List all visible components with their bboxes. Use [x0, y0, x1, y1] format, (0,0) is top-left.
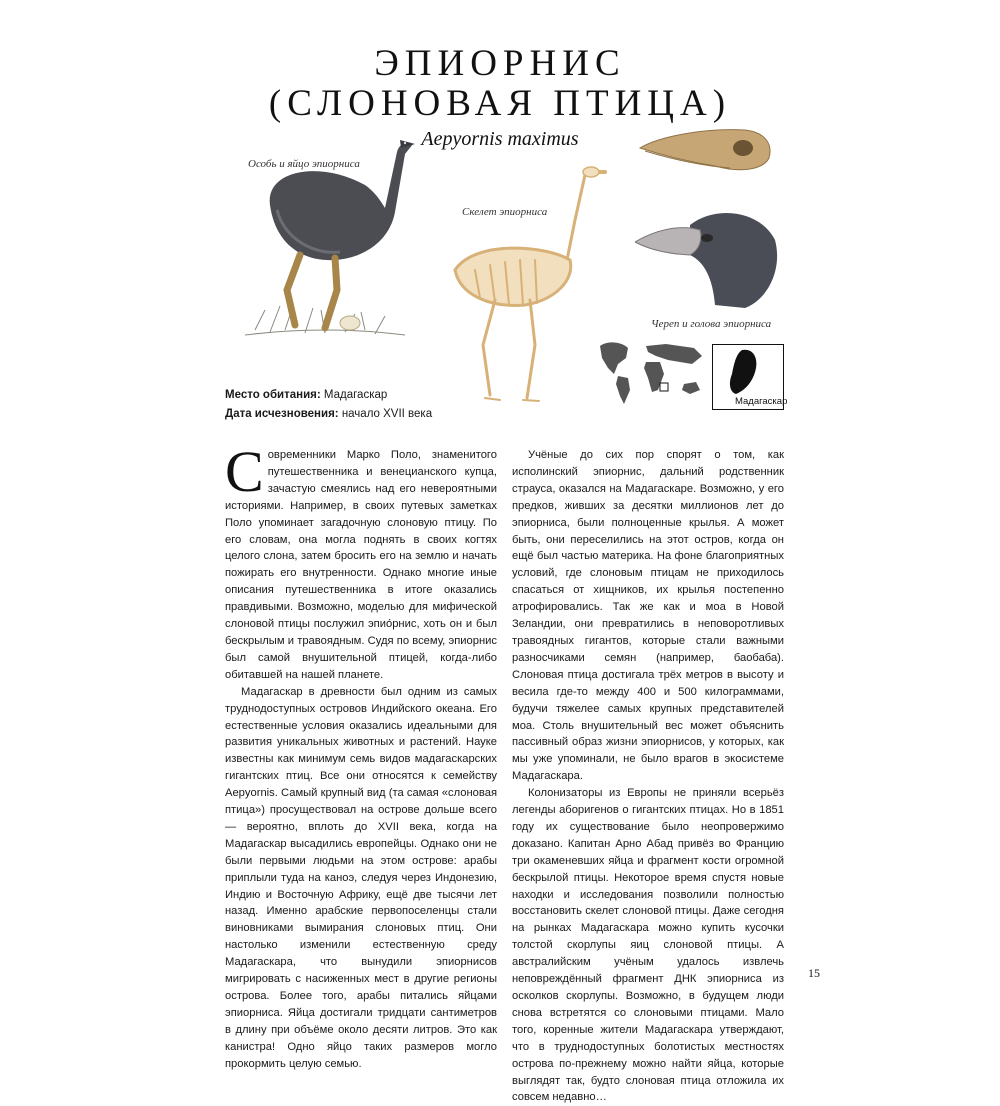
paragraph: Мадагаскар в древности был одним из самых труднодоступных островов Индийского океана. Его естественные условия оказались идеальными для развития уникальных животных и растений. Науке известны как минимум семь видов мадагаскарских гигантских птиц. Все они относятся к семейству Aepyornis. Самый крупный вид (та самая «слоновая птица») просуществовал на острове дольше всего — вероятно, вплоть до XVII века, когда на Мадагаскар высадились европейцы. Однако они не были первыми людьми на этом острове: арабы приплыли туда на каноэ, следуя через Индонезию, Индию и Восточную Африку, ещё две тысячи лет назад. Именно арабские первопоселенцы стали виновниками вымирания слоновых птиц. Они настолько изменили естественную среду Мадагаскара, что вынудили эпиорнисов мигрировать с насиженных мест в другие регионы острова. Более того, арабы питались яйцами эпиорниса. Яйца достигали тридцати сантиметров в длину при объёме около десяти литров. Это как канистра! Одно яйцо таких размеров могло прокормить целую семью. — [225, 685, 497, 1070]
habitat-line — [225, 386, 432, 405]
bird-illustration — [225, 130, 425, 345]
paragraph: Учёные до сих пор спорят о том, как исполинский эпиорнис, дальний родственник страуса, оказался на Мадагаскаре. Возможно, у его предков, живших за десятки миллионов лет до эпиорниса, были полноценные крылья. А может быть, они переселились на этот остров, когда он ещё был частью материка. На фоне благоприятных условий, где слоновым птицам не приходилось спасаться от хищников, их крылья постепенно атрофировались. Так же как и моа в Новой Зеландии, они превратились в неповоротливых травоядных гигантов, которые стали важными разносчиками семян (например, баобаба). Слоновая птица достигала трёх метров в высоту и весила где-то между 400 и 500 килограммами, будучи тяжелее самых крупных представителей моа. Столь внушительный вес может объяснить пассивный образ жизни эпиорнисов, у которых, как мы уже упоминали, не было врагов в экосистеме Мадагаскара. — [512, 449, 784, 783]
page-title-line1: ЭПИОРНИС — [374, 43, 626, 84]
leg-bones-left — [483, 300, 495, 395]
egg — [340, 316, 360, 330]
australia-shape — [682, 382, 700, 394]
caption-skeleton: Скелет эпиорниса — [462, 206, 548, 218]
habitat-value: Мадагаскар — [323, 389, 388, 401]
africa-shape — [644, 362, 664, 392]
habitat-label: Место обитания: — [225, 389, 321, 401]
meta-info — [225, 386, 432, 424]
neck-vertebrae — [567, 175, 585, 260]
latin-name: Aepyornis maximus — [421, 128, 579, 150]
page-number: 15 — [808, 966, 820, 980]
madagascar-highlight-box — [660, 383, 668, 391]
extinct-line — [225, 405, 432, 424]
extinct-value: начало XVII века — [341, 408, 433, 420]
ribcage — [455, 248, 571, 305]
paragraph: Современники Марко Поло, знаменитого путешественника и венецианского купца, зачастую смеялись над его невероятными историями. Например, в своих путевых заметках Поло упоминает загадочную слоновую птицу. По его словам, она могла поднять в своих когтях целого слона, затем бросить его на землю и начать пожирать его внутренности. Однако многие иные описания путешественника в итоге оказались правдивыми. Возможно, моделью для мифической слоновой птицы послужил эпио́рнис, хоть он и был бескрылым и травоядным. Судя по всему, эпиорнис был самой внушительной птицей, когда-либо обитавшей на нашей планете. — [225, 439, 497, 681]
south-america-shape — [616, 376, 630, 404]
eurasia-shape — [646, 344, 702, 364]
page-title-line2: (СЛОНОВАЯ ПТИЦА) — [268, 83, 732, 124]
text-column-left — [225, 439, 497, 1073]
title-block — [0, 44, 1000, 151]
leg-bones-right — [527, 300, 535, 398]
bird-legs — [287, 255, 337, 328]
world-map — [596, 338, 708, 408]
skull-illustration — [635, 118, 775, 178]
drop-cap: С — [225, 439, 264, 504]
text-column-right — [512, 447, 784, 1106]
bird-body — [270, 140, 415, 260]
caption-bird: Особь и яйцо эпиорниса — [248, 158, 360, 170]
north-america-shape — [600, 342, 628, 374]
extinct-label: Дата исчезновения: — [225, 408, 339, 420]
head-illustration — [635, 200, 780, 310]
caption-skull-head: Череп и голова эпиорниса — [651, 318, 772, 330]
skeleton-illustration — [435, 160, 615, 410]
paragraph: Колонизаторы из Европы не приняли всерьёз легенды аборигенов о гигантских птицах. Но в 1851 году их существование было неопровержимо доказано. Капитан Арно Абад привёз во Францию три окаменевших яйца и фрагмент кости огромной бескрылой птицы. Некоторое время спустя новые находки и исследования позволили полностью восстановить скелет слоновой птицы. Даже сегодня на рынках Мадагаскара можно купить кусочки толстой скорлупы яиц слоновой птицы. А австралийским учёным удалось извлечь неповреждённый фрагмент ДНК эпиорниса из осколков скорлупы. Возможно, в будущем люди снова встретятся со слоновыми птицами. Мало того, коренные жители Мадагаскара утверждают, что в труднодоступных болотистых местностях острова по-прежнему можно найти яйца, которые выглядят так, будто слоновая птица отложила их совсем недавно… — [512, 787, 784, 1104]
map-label: Мадагаскар — [735, 396, 788, 407]
